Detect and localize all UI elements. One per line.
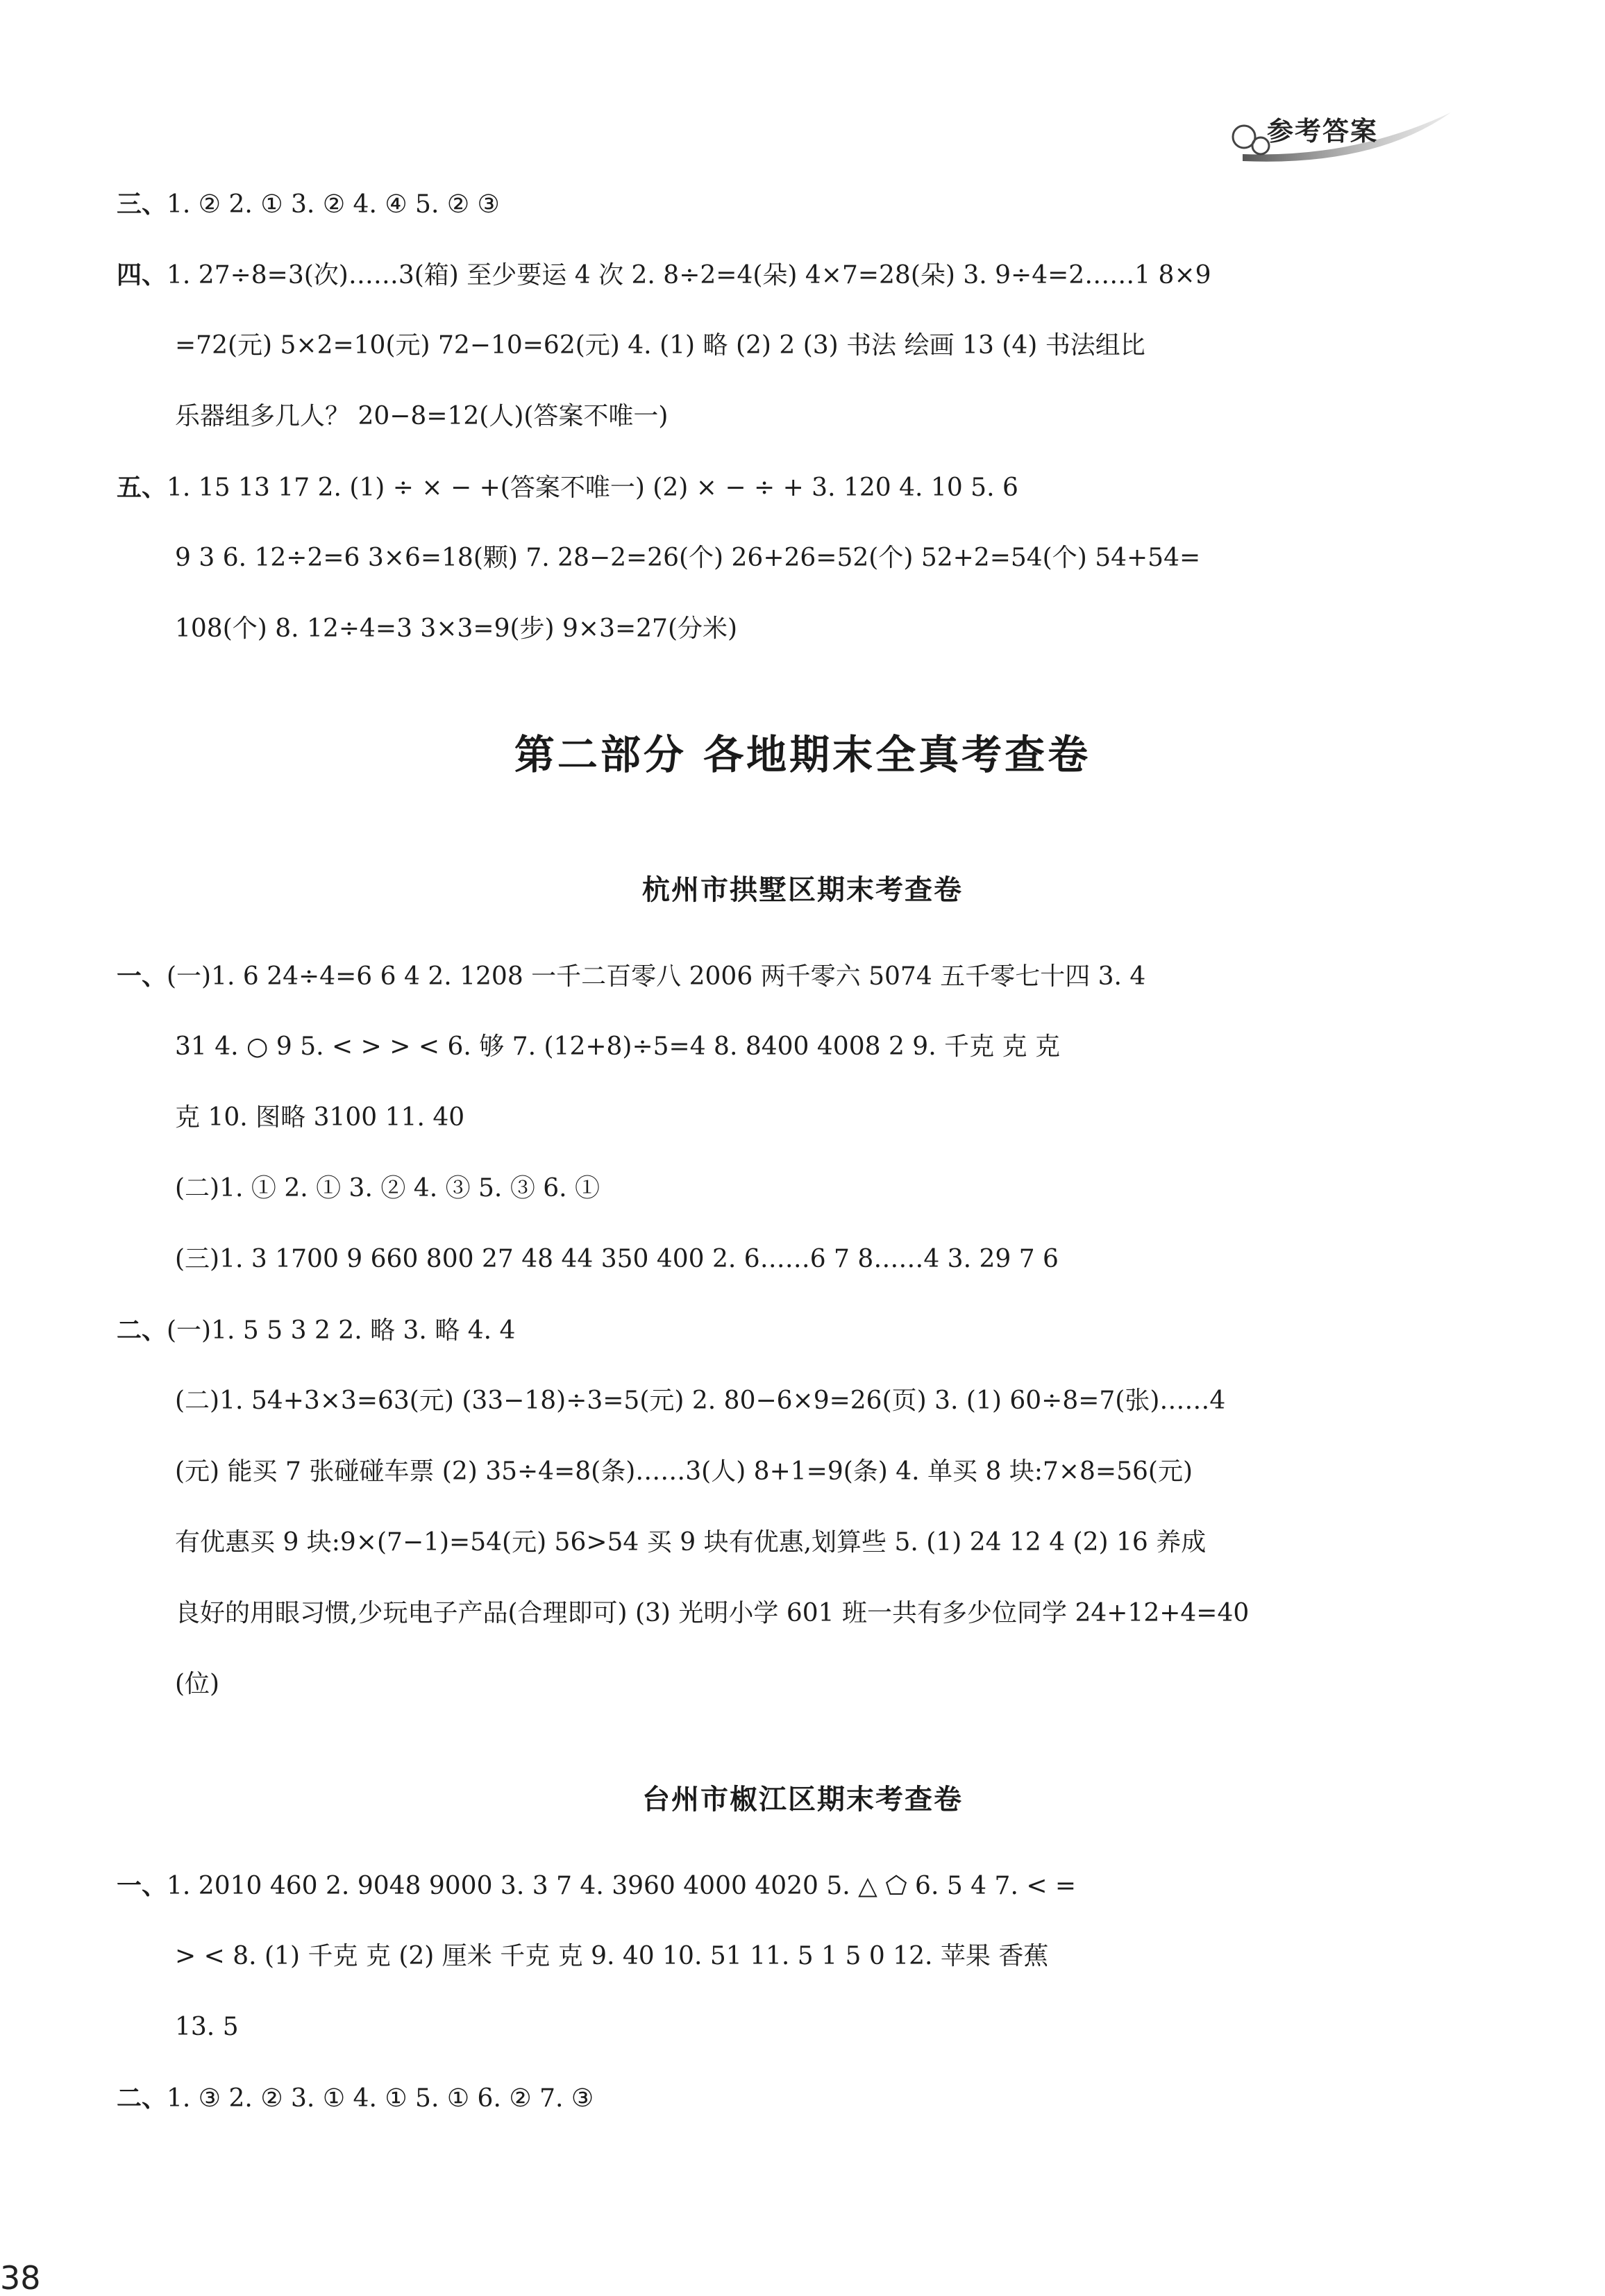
part1-wu-label: 五、 (117, 473, 167, 502)
taizhou-er-label: 二、 (117, 2084, 167, 2113)
hangzhou-er-line2: (二)1. 54+3×3=63(元) (33−18)÷3=5(元) 2. 80−6×9=26(页) 3. (1) 60÷8=7(张)……4 (175, 1386, 1226, 1415)
part1-san-line (117, 186, 500, 223)
part1-wu-line2: 9 3 6. 12÷2=6 3×6=18(颗) 7. 28−2=26(个) 26+26=52(个) 52+2=54(个) 54+54= (175, 544, 1201, 572)
part1-wu-text1: 1. 15 13 17 2. (1) ÷ × − +(答案不唯一) (2) × − ÷ + 3. 120 4. 10 5. 6 (167, 474, 1018, 502)
part1-san-label: 三、 (117, 190, 167, 219)
part1-wu-line3: 108(个) 8. 12÷4=3 3×3=9(步) 9×3=27(分米) (175, 614, 738, 643)
taizhou-er-text: 1. ③ 2. ② 3. ① 4. ① 5. ① 6. ② 7. ③ (167, 2084, 594, 2113)
hangzhou-yi-line2: 31 4. ○ 9 5. < > > < 6. 够 7. (12+8)÷5=4 8. 8400 4008 2 9. 千克 克 克 (175, 1032, 1060, 1061)
taizhou-yi-text1: 1. 2010 460 2. 9048 9000 3. 3 7 4. 3960 4000 4020 5. △ ⬠ 6. 5 4 7. < = (167, 1872, 1077, 1900)
hangzhou-er-text1: (一)1. 5 5 3 2 2. 略 3. 略 4. 4 (167, 1316, 516, 1345)
hangzhou-title: 杭州市拱墅区期末考查卷 (642, 874, 963, 906)
hangzhou-yi-label: 一、 (117, 962, 167, 991)
hangzhou-er-label: 二、 (117, 1316, 167, 1345)
taizhou-yi-line2: > < 8. (1) 千克 克 (2) 厘米 千克 克 9. 40 10. 51 11. 5 1 5 0 12. 苹果 香蕉 (175, 1942, 1049, 1970)
section-title: 第二部分 各地期末全真考查卷 (514, 731, 1091, 778)
taizhou-yi-line1 (117, 1868, 1076, 1904)
taizhou-er-line (117, 2080, 594, 2117)
taizhou-yi-line3: 13. 5 (175, 2013, 239, 2041)
hangzhou-er-line5: 良好的用眼习惯,少玩电子产品(合理即可) (3) 光明小学 601 班一共有多少位同学 24+12+4=40 (175, 1599, 1250, 1627)
hangzhou-er-line1 (117, 1312, 515, 1349)
header-label: 参考答案 (1267, 116, 1379, 146)
hangzhou-yi-3: (三)1. 3 1700 9 660 800 27 48 44 350 400 2. 6……6 7 8……4 3. 29 7 6 (175, 1245, 1059, 1273)
part1-si-line2: =72(元) 5×2=10(元) 72−10=62(元) 4. (1) 略 (2) 2 (3) 书法 绘画 13 (4) 书法组比 (175, 331, 1145, 360)
page-number: 38 (0, 2265, 41, 2296)
hangzhou-yi-text1: (一)1. 6 24÷4=6 6 4 2. 1208 一千二百零八 2006 两千零六 5074 五千零七十四 3. 4 (167, 962, 1146, 991)
answer-header-badge (1215, 104, 1486, 174)
part1-si-line3: 乐器组多几人？ 20−8=12(人)(答案不唯一) (175, 402, 669, 430)
part1-si-line1 (117, 257, 1211, 294)
hangzhou-yi-line3: 克 10. 图略 3100 11. 40 (175, 1103, 465, 1132)
part1-si-text1: 1. 27÷8=3(次)……3(箱) 至少要运 4 次 2. 8÷2=4(朵) 4×7=28(朵) 3. 9÷4=2……1 8×9 (167, 261, 1211, 290)
part1-si-label: 四、 (117, 260, 167, 290)
hangzhou-er-line6: (位) (175, 1670, 220, 1698)
hangzhou-er-line4: 有优惠买 9 块:9×(7−1)=54(元) 56>54 买 9 块有优惠,划算些 5. (1) 24 12 4 (2) 16 养成 (175, 1528, 1207, 1557)
page-number-box (0, 2265, 62, 2296)
part1-wu-line1 (117, 469, 1018, 506)
hangzhou-er-line3: (元) 能买 7 张碰碰车票 (2) 35÷4=8(条)……3(人) 8+1=9(条) 4. 单买 8 块:7×8=56(元) (175, 1457, 1193, 1486)
part1-san-text: 1. ② 2. ① 3. ② 4. ④ 5. ② ③ (167, 190, 500, 219)
taizhou-yi-label: 一、 (117, 1871, 167, 1900)
hangzhou-yi-2: (二)1. ① 2. ① 3. ② 4. ③ 5. ③ 6. ① (175, 1174, 600, 1203)
hangzhou-yi-line1 (117, 958, 1145, 995)
taizhou-title: 台州市椒江区期末考查卷 (642, 1784, 963, 1816)
